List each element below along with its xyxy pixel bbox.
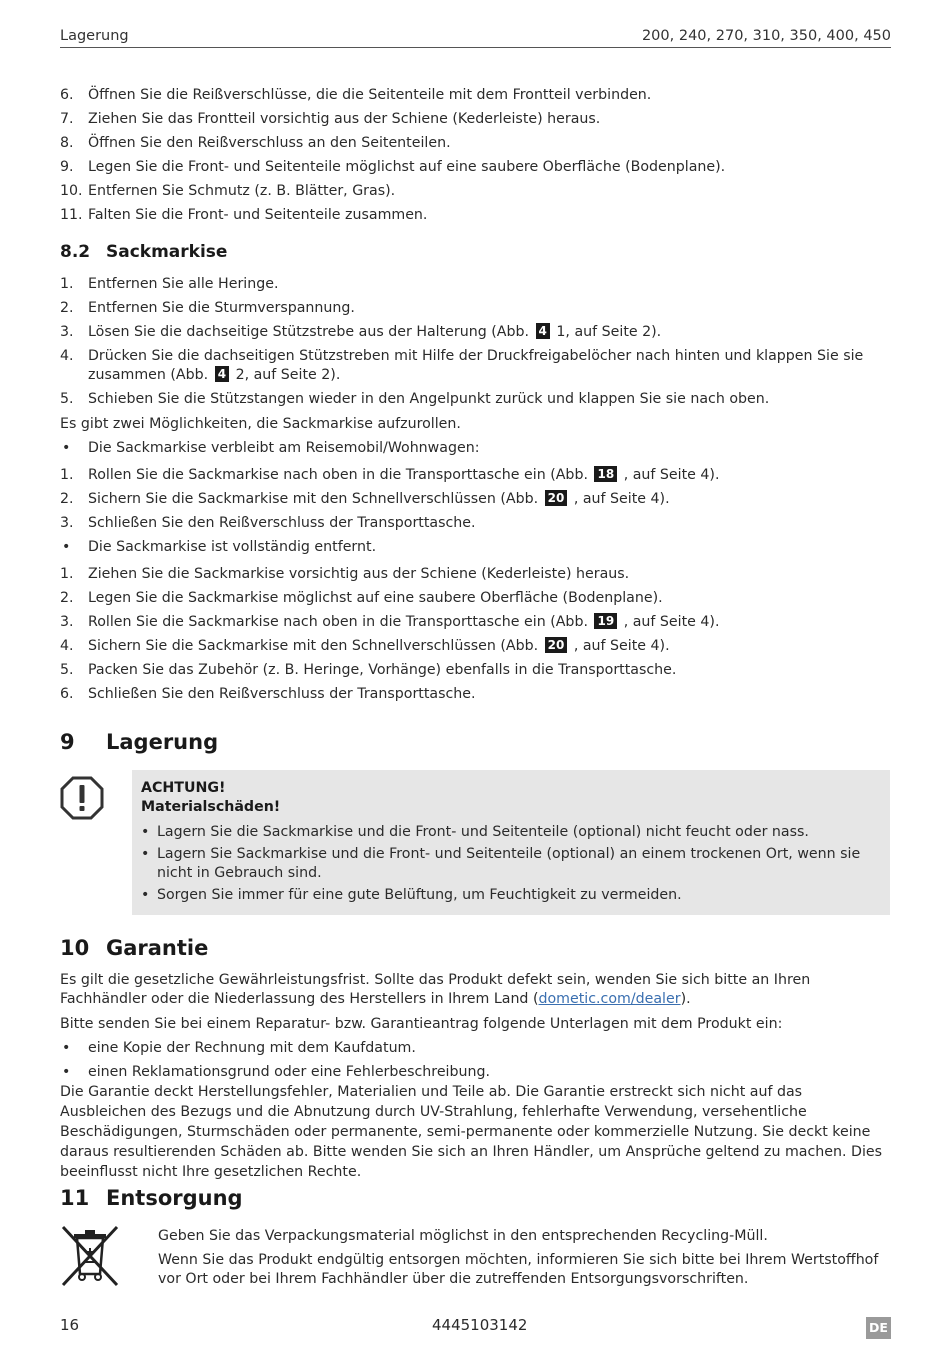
- section-number: 9: [60, 730, 75, 754]
- step-text: Öffnen Sie die Reißverschlüsse, die die Seitenteile mit dem Frontteil verbinden.: [88, 87, 652, 103]
- step-number: 1.: [60, 276, 74, 292]
- step-number: 5.: [60, 391, 74, 407]
- section-number: 10: [60, 936, 90, 960]
- warning-icon: [60, 776, 104, 820]
- step-text: Schieben Sie die Stützstangen wieder in den Angelpunkt zurück und klappen Sie sie nach oben.: [88, 391, 770, 407]
- list-item: [60, 206, 892, 225]
- step-number: 11.: [60, 207, 83, 223]
- figure-reference-badge: 20: [545, 490, 568, 506]
- step-text: Öffnen Sie den Reißverschluss an den Seitenteilen.: [88, 135, 451, 151]
- section-title: Sackmarkise: [106, 242, 228, 262]
- warning-label: ACHTUNG!: [141, 780, 226, 796]
- step-number: 1.: [60, 467, 74, 483]
- step-number: 3.: [60, 324, 74, 340]
- section-heading-8-2: [60, 242, 227, 262]
- step-number: 10.: [60, 183, 83, 199]
- disposal-paragraph-1: Geben Sie das Verpackungsmaterial möglichst in den entsprechenden Recycling-Müll.: [158, 1228, 768, 1244]
- warranty-paragraph-2: Bitte senden Sie bei einem Reparatur- bzw. Garantieantrag folgende Unterlagen mit dem Produkt ein:: [60, 1016, 783, 1032]
- step-text: Sichern Sie die Sackmarkise mit den Schnellverschlüssen (Abb.: [88, 638, 539, 654]
- running-header-models: 200, 240, 270, 310, 350, 400, 450: [641, 28, 891, 44]
- list-item: • eine Kopie der Rechnung mit dem Kaufdatum.: [62, 1040, 416, 1056]
- step-text-continued: , auf Seite 4).: [573, 638, 670, 654]
- list-item: [60, 86, 892, 105]
- running-header-section: Lagerung: [60, 28, 129, 44]
- step-number: 4.: [60, 348, 74, 364]
- list-item: [60, 323, 892, 342]
- warranty-documents-list: [60, 1039, 892, 1087]
- bullet-option-1: [60, 439, 892, 463]
- steps-list-front-parts: [60, 86, 892, 230]
- list-item: [60, 514, 892, 533]
- section-heading-9: [60, 730, 218, 754]
- list-item: [60, 275, 892, 294]
- section-heading-11: [60, 1186, 243, 1210]
- step-number: 6.: [60, 87, 74, 103]
- list-item: [60, 390, 892, 409]
- step-text: Ziehen Sie das Frontteil vorsichtig aus der Schiene (Kederleiste) heraus.: [88, 111, 601, 127]
- list-item: • Lagern Sie die Sackmarkise und die Front- und Seitenteile (optional) nicht feucht oder nass.: [141, 824, 809, 840]
- step-text-continued: , auf Seite 4).: [573, 491, 670, 507]
- list-item: [60, 637, 892, 656]
- list-item: • Sorgen Sie immer für eine gute Belüftung, um Feuchtigkeit zu vermeiden.: [141, 887, 682, 903]
- list-item: [60, 565, 892, 584]
- document-code: 4445103142: [432, 1316, 528, 1334]
- step-number: 3.: [60, 614, 74, 630]
- step-number: 4.: [60, 638, 74, 654]
- step-number: 2.: [60, 590, 74, 606]
- section-heading-10: [60, 936, 208, 960]
- step-number: 9.: [60, 159, 74, 175]
- step-number: 2.: [60, 300, 74, 316]
- step-text: Entfernen Sie Schmutz (z. B. Blätter, Gras).: [88, 183, 396, 199]
- steps-list-sackmarkise: [60, 275, 892, 414]
- step-number: 6.: [60, 686, 74, 702]
- section-number: 8.2: [60, 242, 91, 262]
- figure-reference-badge: 4: [215, 366, 229, 382]
- figure-reference-badge: 18: [594, 466, 617, 482]
- figure-reference-badge: 4: [536, 323, 550, 339]
- disposal-paragraph-2: Wenn Sie das Produkt endgültig entsorgen möchten, informieren Sie sich bitte bei Ihrem Wertstoffhof vor Ort oder bei Ihrem Fachhändler über die zutreffenden Entsorgungsvorschriften.: [158, 1252, 879, 1287]
- list-item: • Die Sackmarkise verbleibt am Reisemobil/Wohnwagen:: [62, 440, 480, 456]
- list-item: [60, 347, 892, 385]
- step-number: 8.: [60, 135, 74, 151]
- list-item: [60, 661, 892, 680]
- section-title: Entsorgung: [106, 1186, 243, 1210]
- list-item: [60, 134, 892, 153]
- crossed-out-bin-icon: [60, 1224, 120, 1288]
- list-item: [60, 182, 892, 201]
- step-text-continued: , auf Seite 4).: [623, 614, 720, 630]
- dealer-link[interactable]: dometic.com/dealer: [538, 991, 681, 1007]
- figure-reference-badge: 20: [545, 637, 568, 653]
- warning-list: [141, 823, 881, 908]
- step-text: Legen Sie die Sackmarkise möglichst auf eine saubere Oberfläche (Bodenplane).: [88, 590, 663, 606]
- section-number: 11: [60, 1186, 90, 1210]
- step-text: Entfernen Sie alle Heringe.: [88, 276, 279, 292]
- step-text: Rollen Sie die Sackmarkise nach oben in die Transporttasche ein (Abb.: [88, 467, 588, 483]
- list-item: • einen Reklamationsgrund oder eine Fehlerbeschreibung.: [62, 1064, 490, 1080]
- warranty-paragraph-3: Die Garantie deckt Herstellungsfehler, Materialien und Teile ab. Die Garantie erstreckt sich nicht auf das Ausbleichen des Bezugs und die Abnutzung durch UV-Strahlung, fehlerhafte Verwendung, versehentliche Beschädigungen, Sturmschäden oder permanente, semi-permanente oder kommerzielle Nutzung. Sie deckt keine daraus resultierenden Schäden ab. Bitte wenden Sie sich an Ihren Händler, um Ansprüche geltend zu machen. Dies beeinflusst nicht Ihre gesetzlichen Rechte.: [60, 1084, 883, 1180]
- step-text: Schließen Sie den Reißverschluss der Transporttasche.: [88, 515, 476, 531]
- warning-subtitle: Materialschäden!: [141, 799, 281, 815]
- step-text-continued: 2, auf Seite 2).: [235, 367, 341, 383]
- list-item: • Lagern Sie Sackmarkise und die Front- und Seitenteile (optional) an einem trockenen Ort, wenn sie nicht in Gebrauch sind.: [141, 846, 861, 881]
- list-item: [60, 490, 892, 509]
- step-text: Legen Sie die Front- und Seitenteile möglichst auf eine saubere Oberfläche (Bodenplane).: [88, 159, 726, 175]
- list-item: [60, 466, 892, 485]
- list-item: [60, 589, 892, 608]
- figure-reference-badge: 19: [594, 613, 617, 629]
- step-text: Drücken Sie die dachseitigen Stützstreben mit Hilfe der Druckfreigabelöcher nach hinten und klappen Sie sie zusammen (Abb.: [88, 348, 864, 383]
- step-number: 7.: [60, 111, 74, 127]
- step-text-continued: 1, auf Seite 2).: [556, 324, 662, 340]
- language-badge: DE: [866, 1317, 891, 1339]
- steps-list-option-1: [60, 466, 892, 538]
- step-number: 2.: [60, 491, 74, 507]
- steps-list-option-2: [60, 565, 892, 709]
- step-text: Sichern Sie die Sackmarkise mit den Schnellverschlüssen (Abb.: [88, 491, 539, 507]
- list-item: [60, 110, 892, 129]
- step-text-continued: , auf Seite 4).: [623, 467, 720, 483]
- warning-title: [141, 779, 280, 817]
- step-text: Entfernen Sie die Sturmverspannung.: [88, 300, 355, 316]
- header-rule: [60, 47, 891, 48]
- list-item: [60, 685, 892, 704]
- section-title: Garantie: [106, 936, 209, 960]
- page-number: 16: [60, 1316, 80, 1334]
- section-title: Lagerung: [106, 730, 219, 754]
- step-text: Packen Sie das Zubehör (z. B. Heringe, Vorhänge) ebenfalls in die Transporttasche.: [88, 662, 677, 678]
- step-text: Ziehen Sie die Sackmarkise vorsichtig aus der Schiene (Kederleiste) heraus.: [88, 566, 630, 582]
- step-number: 3.: [60, 515, 74, 531]
- step-text: Falten Sie die Front- und Seitenteile zusammen.: [88, 207, 428, 223]
- list-item: [60, 299, 892, 318]
- step-text: Lösen Sie die dachseitige Stützstrebe aus der Halterung (Abb.: [88, 324, 530, 340]
- step-text: Rollen Sie die Sackmarkise nach oben in die Transporttasche ein (Abb.: [88, 614, 588, 630]
- list-item: [60, 158, 892, 177]
- list-item: • Die Sackmarkise ist vollständig entfernt.: [62, 539, 377, 555]
- paragraph-options: Es gibt zwei Möglichkeiten, die Sackmarkise aufzurollen.: [60, 416, 461, 432]
- step-number: 1.: [60, 566, 74, 582]
- step-number: 5.: [60, 662, 74, 678]
- list-item: [60, 613, 892, 632]
- step-text: Schließen Sie den Reißverschluss der Transporttasche.: [88, 686, 476, 702]
- warranty-paragraph-1: Es gilt die gesetzliche Gewährleistungsfrist. Sollte das Produkt defekt sein, wenden Sie sich bitte an Ihren Fachhändler oder die Niederlassung des Herstellers in Ihrem Land (dometic.com/dealer).: [60, 972, 811, 1007]
- bullet-option-2: [60, 538, 892, 562]
